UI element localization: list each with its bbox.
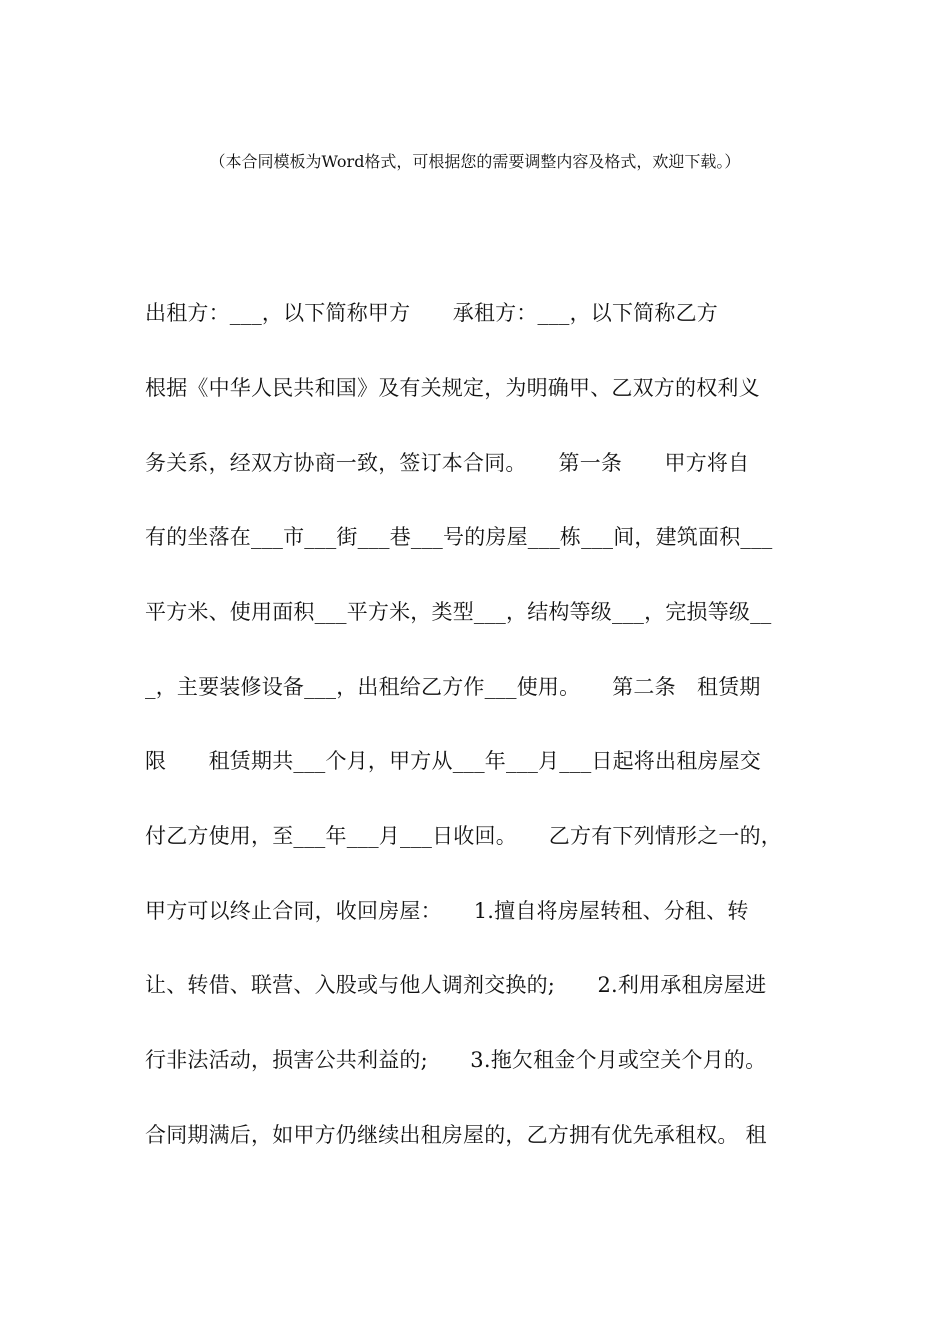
contract-line-9: 甲方可以终止合同，收回房屋： 1.擅自将房屋转租、分租、转 bbox=[145, 899, 749, 923]
contract-line-10: 让、转借、联营、入股或与他人调剂交换的; 2.利用承租房屋进 bbox=[145, 973, 767, 997]
contract-line-1: 出租方：___，以下简称甲方 承租方：___，以下简称乙方 bbox=[145, 301, 718, 325]
contract-line-8: 付乙方使用，至___年___月___日收回。 乙方有下列情形之一的， bbox=[145, 824, 782, 848]
contract-line-4: 有的坐落在___市___街___巷___号的房屋___栋___间，建筑面积___ bbox=[145, 525, 773, 549]
contract-line-7: 限 租赁期共___个月，甲方从___年___月___日起将出租房屋交 bbox=[145, 749, 761, 773]
template-note: （本合同模板为Word格式，可根据您的需要调整内容及格式，欢迎下载。） bbox=[209, 152, 741, 171]
contract-line-12: 合同期满后，如甲方仍继续出租房屋的，乙方拥有优先承租权。 租 bbox=[145, 1123, 767, 1147]
contract-line-5: 平方米、使用面积___平方米，类型___，结构等级___，完损等级__ bbox=[145, 600, 772, 624]
contract-line-3: 务关系，经双方协商一致，签订本合同。 第一条 甲方将自 bbox=[145, 451, 750, 475]
contract-line-2: 根据《中华人民共和国》及有关规定，为明确甲、乙双方的权利义 bbox=[145, 376, 760, 400]
contract-line-11: 行非法活动，损害公共利益的; 3.拖欠租金个月或空关个月的。 bbox=[145, 1048, 767, 1072]
contract-line-6: _，主要装修设备___，出租给乙方作___使用。 第二条 租赁期 bbox=[145, 675, 761, 699]
